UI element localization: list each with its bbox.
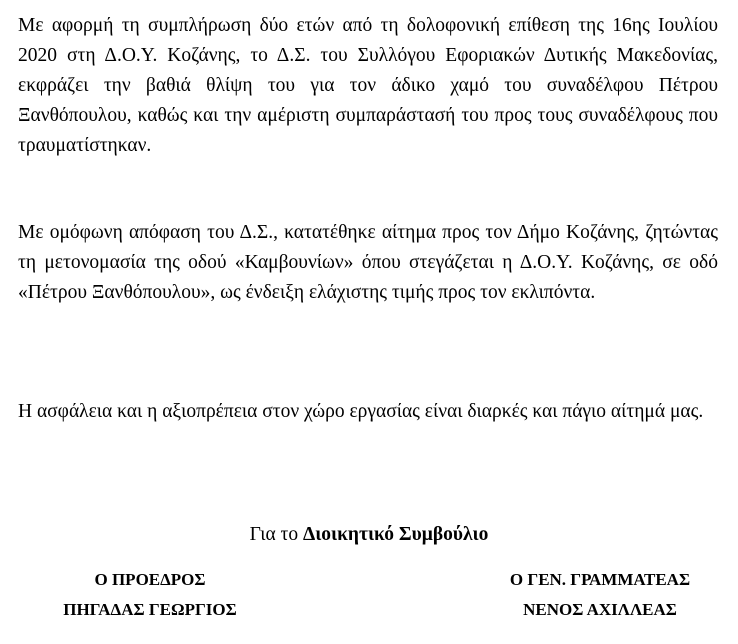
signoff-prefix: Για το xyxy=(249,524,304,545)
signoff-line xyxy=(0,520,738,550)
president-role: Ο ΠΡΟΕΔΡΟΣ xyxy=(94,570,206,589)
secretary-name: ΝΕΝΟΣ ΑΧΙΛΛΕΑΣ xyxy=(523,600,677,619)
paragraph-workplace-safety: Η ασφάλεια και η αξιοπρέπεια στον χώρο εργασίας είναι διαρκές και πάγιο αίτημά μας. xyxy=(18,401,704,422)
secretary-role: Ο ΓΕΝ. ΓΡΑΜΜΑΤΕΑΣ xyxy=(509,570,691,589)
secretary-signature-block xyxy=(480,565,720,625)
signoff-body: Διοικητικό Συμβούλιο xyxy=(303,524,489,545)
paragraph-anniversary: Με αφορμή τη συμπλήρωση δύο ετών από τη δολοφονική επίθεση της 16ης Ιουλίου 2020 στη Δ.Ο.Υ. Κοζάνης, το Δ.Σ. του Συλλόγου Εφοριακών Δυτικής Μακεδονίας, εκφράζει την βαθιά θλίψη του για τον άδικο χαμό του συναδέλφου Πέτρου Ξανθόπουλου, καθώς και την αμέριστη συμπαράστασή του προς τους συναδέλφους που τραυματίστηκαν. xyxy=(18,15,718,156)
paragraph-street-renaming: Με ομόφωνη απόφαση του Δ.Σ., κατατέθηκε αίτημα προς τον Δήμο Κοζάνης, ζητώντας τη μετονομασία της οδού «Καμβουνίων» όπου στεγάζεται η Δ.Ο.Υ. Κοζάνης, σε οδό «Πέτρου Ξανθόπουλου», ως ένδειξη ελάχιστης τιμής προς τον εκλιπόντα. xyxy=(18,222,718,303)
president-signature-block xyxy=(50,565,250,625)
president-name: ΠΗΓΑΔΑΣ ΓΕΩΡΓΙΟΣ xyxy=(63,600,237,619)
